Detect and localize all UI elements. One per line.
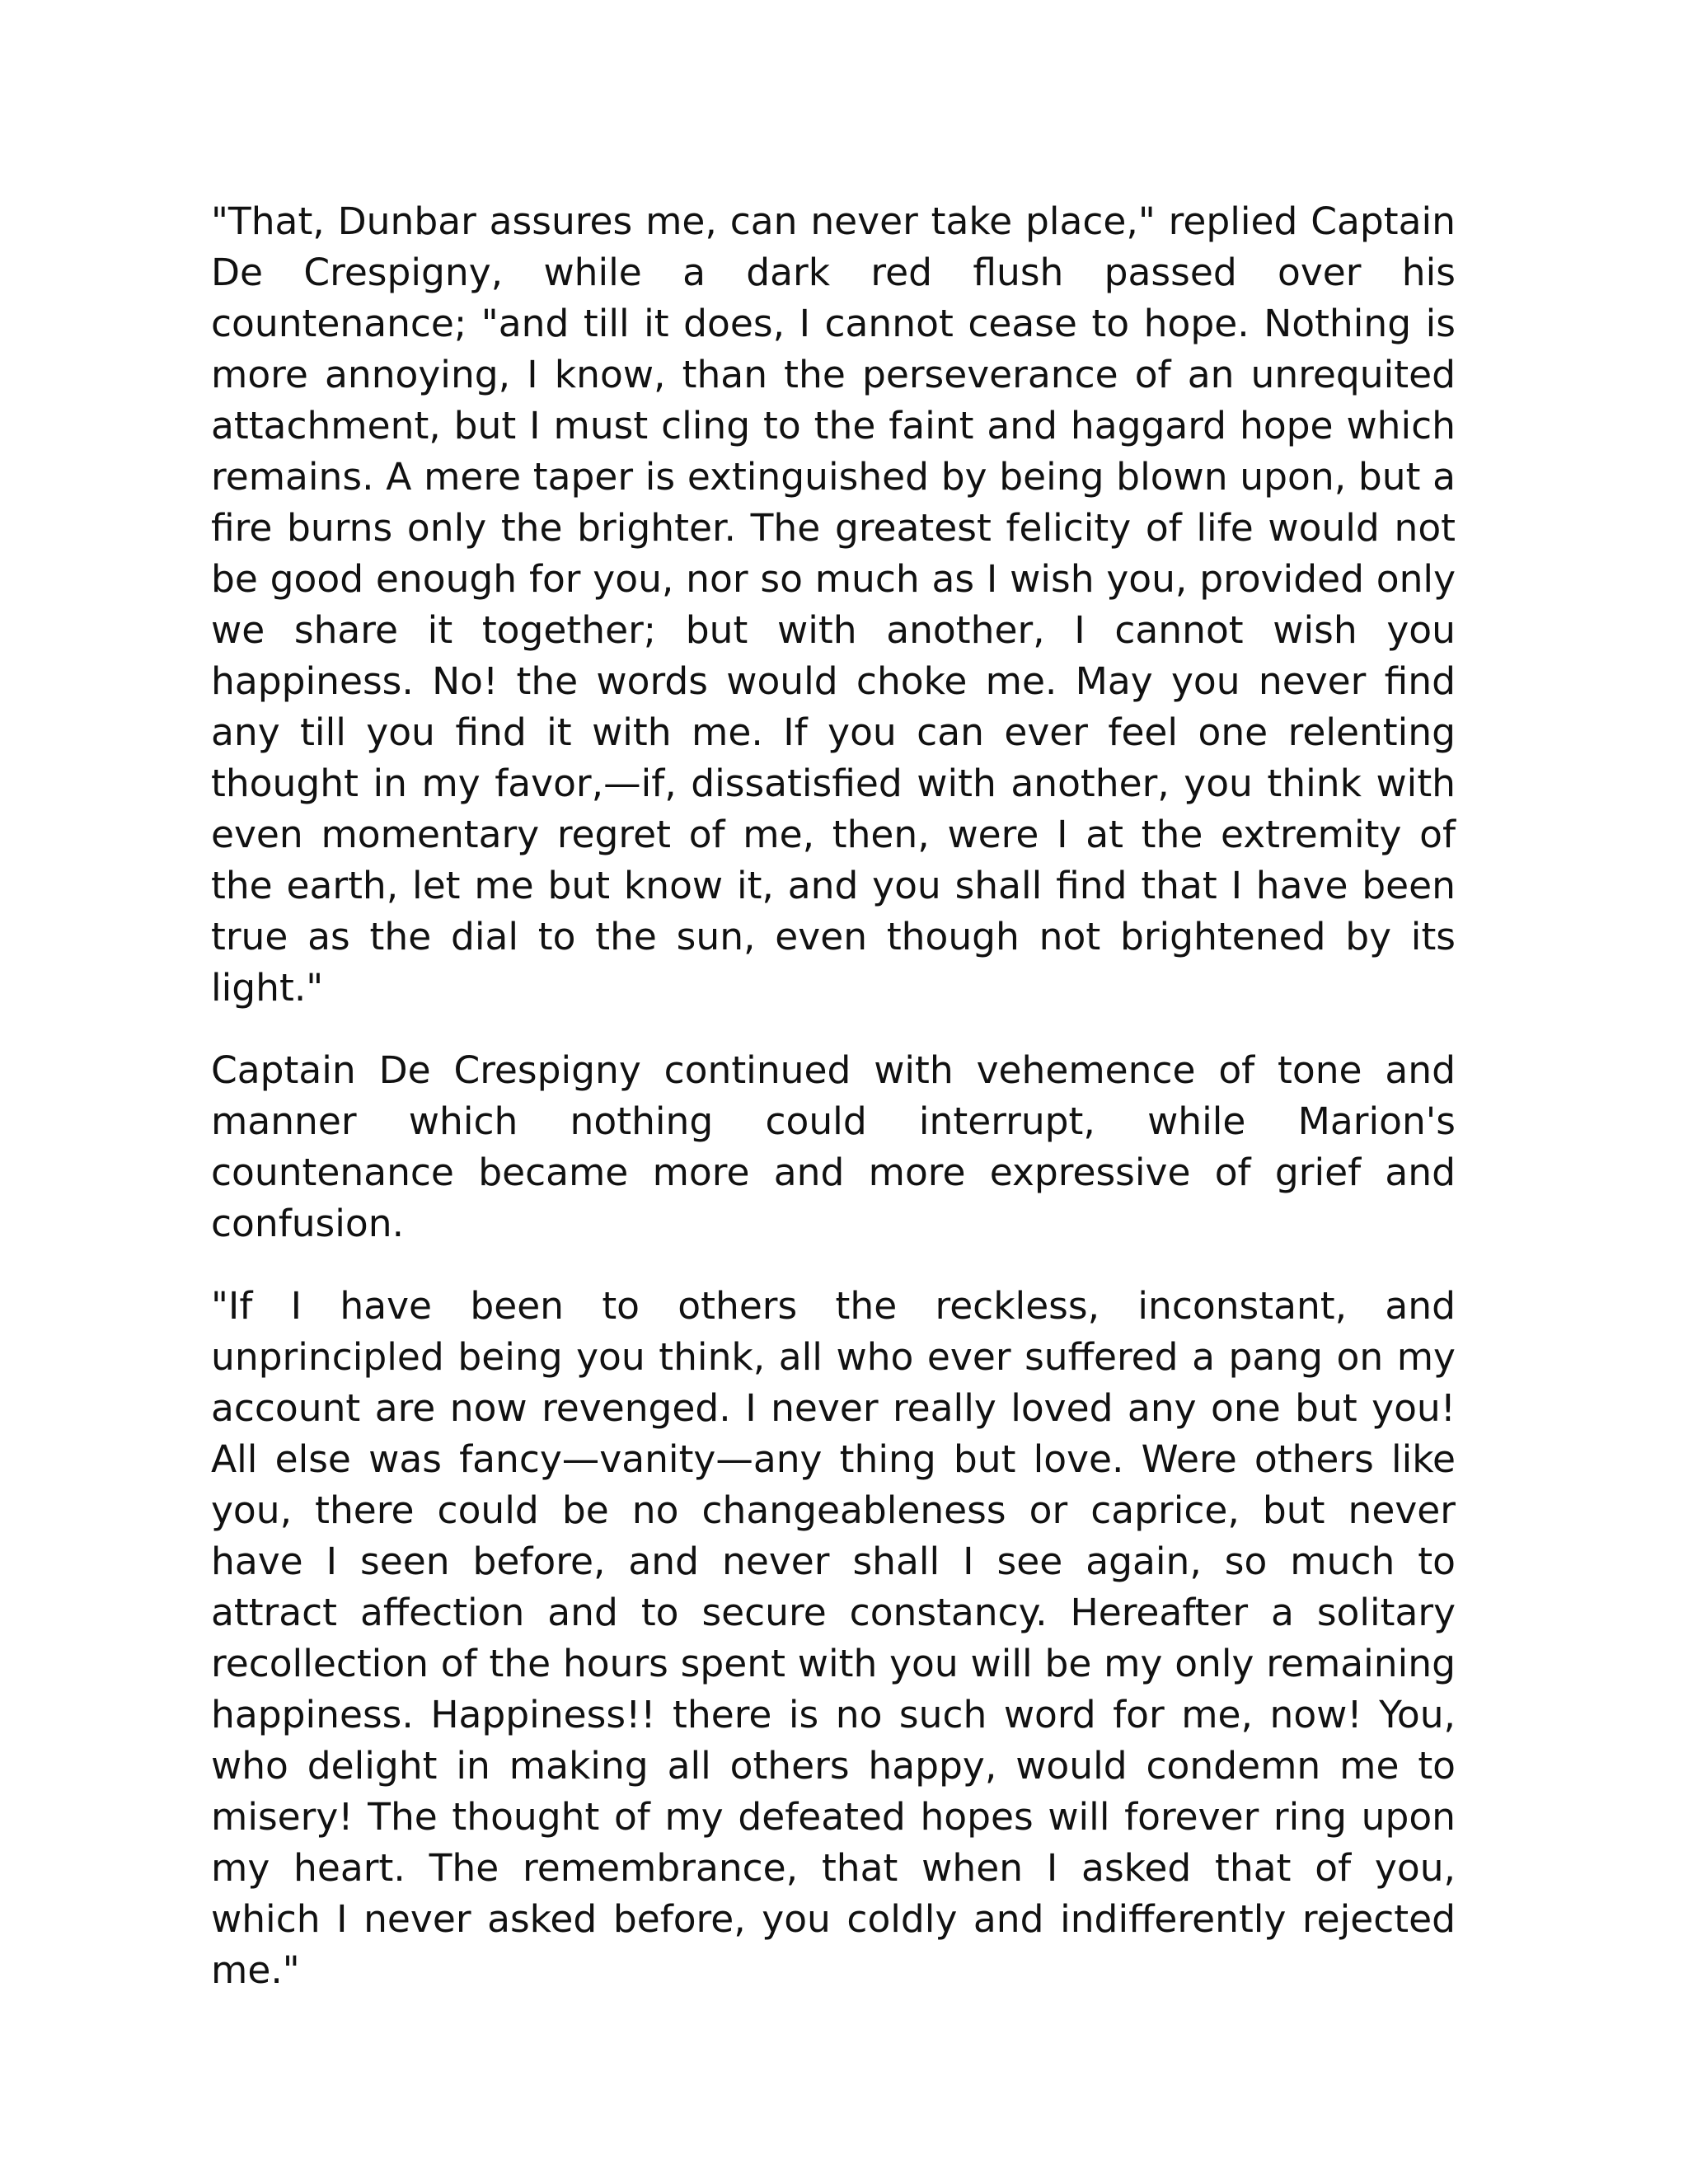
paragraph-2: Captain De Crespigny continued with vehemence of tone and manner which nothing could interrupt, while Marion's countenance became more and more expressive of grief and confusion. <box>211 1048 1456 1245</box>
paragraph-1: "That, Dunbar assures me, can never take place," replied Captain De Crespigny, while a dark red flush passed over his countenance; "and till it does, I cannot cease to hope. Nothing is more annoying, I know, than the perseverance of an unrequited attachment, but I must cling to the faint and haggard hope which remains. A mere taper is extinguished by being blown upon, but a fire burns only the brighter. The greatest felicity of life would not be good enough for you, nor so much as I wish you, provided only we share it together; but with another, I cannot wish you happiness. No! the words would choke me. May you never find any till you find it with me. If you can ever feel one relenting thought in my favor,—if, dissatisfied with another, you think with even momentary regret of me, then, were I at the extremity of the earth, let me but know it, and you shall find that I have been true as the dial to the sun, even though not brightened by its light." <box>211 199 1456 1010</box>
paragraph-3: "If I have been to others the reckless, inconstant, and unprincipled being you think, all who ever suffered a pang on my account are now revenged. I never really loved any one but you! All else was fancy—vanity—any thing but love. Were others like you, there could be no changeableness or caprice, but never have I seen before, and never shall I see again, so much to attract affection and to secure constancy. Hereafter a solitary recollection of the hours spent with you will be my only remaining happiness. Happiness!! there is no such word for me, now! You, who delight in making all others happy, would condemn me to misery! The thought of my defeated hopes will forever ring upon my heart. The remembrance, that when I asked that of you, which I never asked before, you coldly and indifferently rejected me." <box>211 1284 1456 1992</box>
document-page <box>211 196 1456 1996</box>
